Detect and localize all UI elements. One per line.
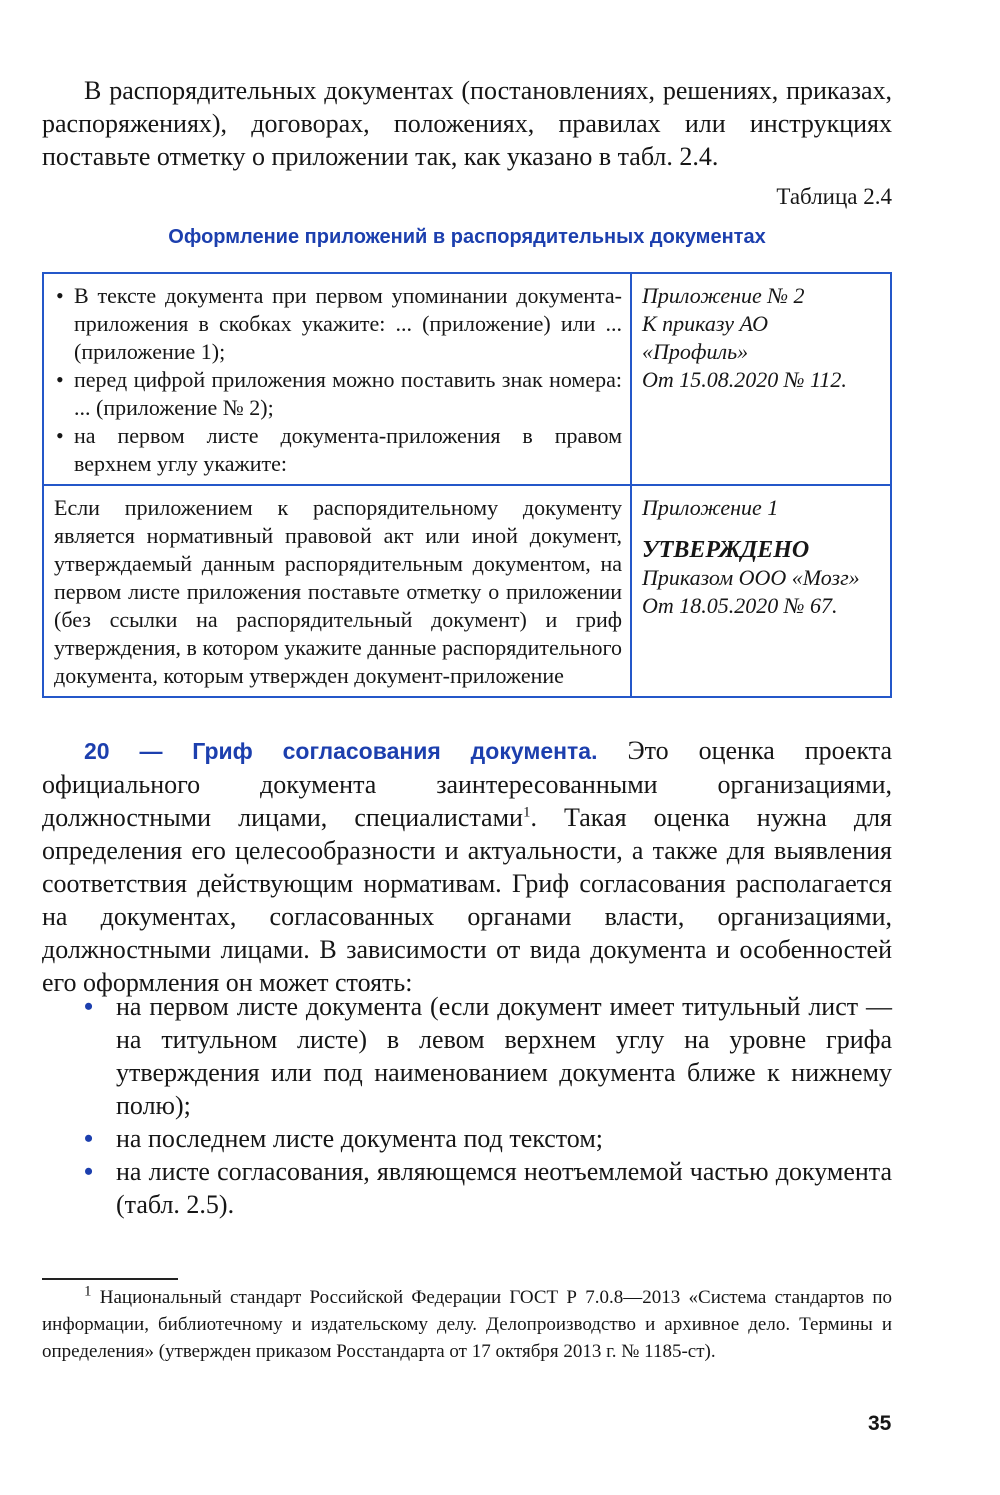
- list-item: [42, 990, 892, 1122]
- list-item: • на первом листе документа-приложения в правом верхнем углу укажите:: [54, 422, 622, 478]
- footnote-mark: 1: [84, 1283, 92, 1300]
- sample-line: Приложение № 2: [642, 283, 805, 308]
- sample-line: «Профиль»: [642, 339, 749, 364]
- table-row: [43, 485, 891, 697]
- table-cell-instructions: [43, 485, 631, 697]
- bullet-icon: •: [84, 1124, 94, 1153]
- table-cell-sample: [631, 273, 891, 485]
- section-paragraph: [42, 734, 892, 999]
- list-item: [42, 1122, 892, 1155]
- bullet-icon: •: [84, 1157, 94, 1186]
- footnote: [42, 1284, 892, 1365]
- sample-line: От 15.08.2020 № 112.: [642, 367, 847, 392]
- list-item: • перед цифрой приложения можно поставить знак номера: ... (приложение № 2);: [54, 366, 622, 422]
- table-row: [43, 273, 891, 485]
- list-item-text: на первом листе документа (если документ имеет титульный лист — на титульном листе) в левом верхнем углу на уровне грифа утверждения или под наименованием документа ближе к нижнему полю);: [116, 992, 892, 1120]
- list-item-text: на листе согласования, являющемся неотъемлемой частью документа (табл. 2.5).: [116, 1157, 892, 1219]
- instruction-text: Если приложением к распорядительному документу является нормативный правовой акт или иной документ, утверждаемый данным распорядительным документом, на первом листе приложения поставьте отметку о приложении (без ссылки на распорядительный документ) и гриф утверждения, в котором укажите данные распорядительного документа, которым утвержден документ-приложение: [54, 495, 622, 688]
- sample-line: К приказу АО: [642, 311, 769, 336]
- intro-paragraph: В распорядительных документах (постановлениях, решениях, приказах, распоряжениях), договорах, положениях, правилах или инструкциях поставьте отметку о приложении так, как указано в табл. 2.4.: [42, 76, 892, 171]
- table-cell-sample: [631, 485, 891, 697]
- section-text: . Такая оценка нужна для определения его целесообразности и актуальности, а также для выявления соответствия действующим нормативам. Гриф согласования располагается на документах, согласованных органами власти, организациями, должностными лицами. В зависимости от вида документа и особенностей его оформления он может стоять:: [42, 803, 892, 997]
- page-number: 35: [868, 1412, 892, 1435]
- list-item-text: на последнем листе документа под текстом;: [116, 1124, 603, 1153]
- footnote-reference: 1: [522, 804, 531, 821]
- table-title: Оформление приложений в распорядительных документах: [168, 226, 766, 248]
- list-item: [42, 1155, 892, 1221]
- sample-line: Приложение 1: [642, 495, 779, 520]
- appendix-table: [42, 272, 892, 698]
- list-item: • В тексте документа при первом упоминании документа-приложения в скобках укажите: ... (приложение) или ... (приложение 1);: [54, 282, 622, 366]
- location-list: [42, 990, 892, 1221]
- table-cell-instructions: [43, 273, 631, 485]
- footnote-divider: [42, 1278, 178, 1280]
- table-label: Таблица 2.4: [776, 184, 892, 209]
- sample-line: Приказом ООО «Мозг»: [642, 565, 860, 590]
- sample-line: От 18.05.2020 № 67.: [642, 593, 838, 618]
- footnote-text: Национальный стандарт Российской Федерации ГОСТ Р 7.0.8—2013 «Система стандартов по информации, библиотечному и издательскому делу. Делопроизводство и архивное дело. Термины и определения» (утвержден приказом Росстандарта от 17 октября 2013 г. № 1185-ст).: [42, 1287, 892, 1362]
- section-text: Это оценка проекта официального документа заинтересованными организациями, должностными лицами, специалистами: [42, 736, 892, 832]
- bullet-icon: •: [84, 992, 94, 1021]
- instructions-list: [54, 282, 622, 478]
- section-heading: 20 — Гриф согласования документа.: [84, 738, 598, 764]
- spacer: [642, 522, 882, 536]
- approval-stamp: УТВЕРЖДЕНО: [642, 537, 810, 563]
